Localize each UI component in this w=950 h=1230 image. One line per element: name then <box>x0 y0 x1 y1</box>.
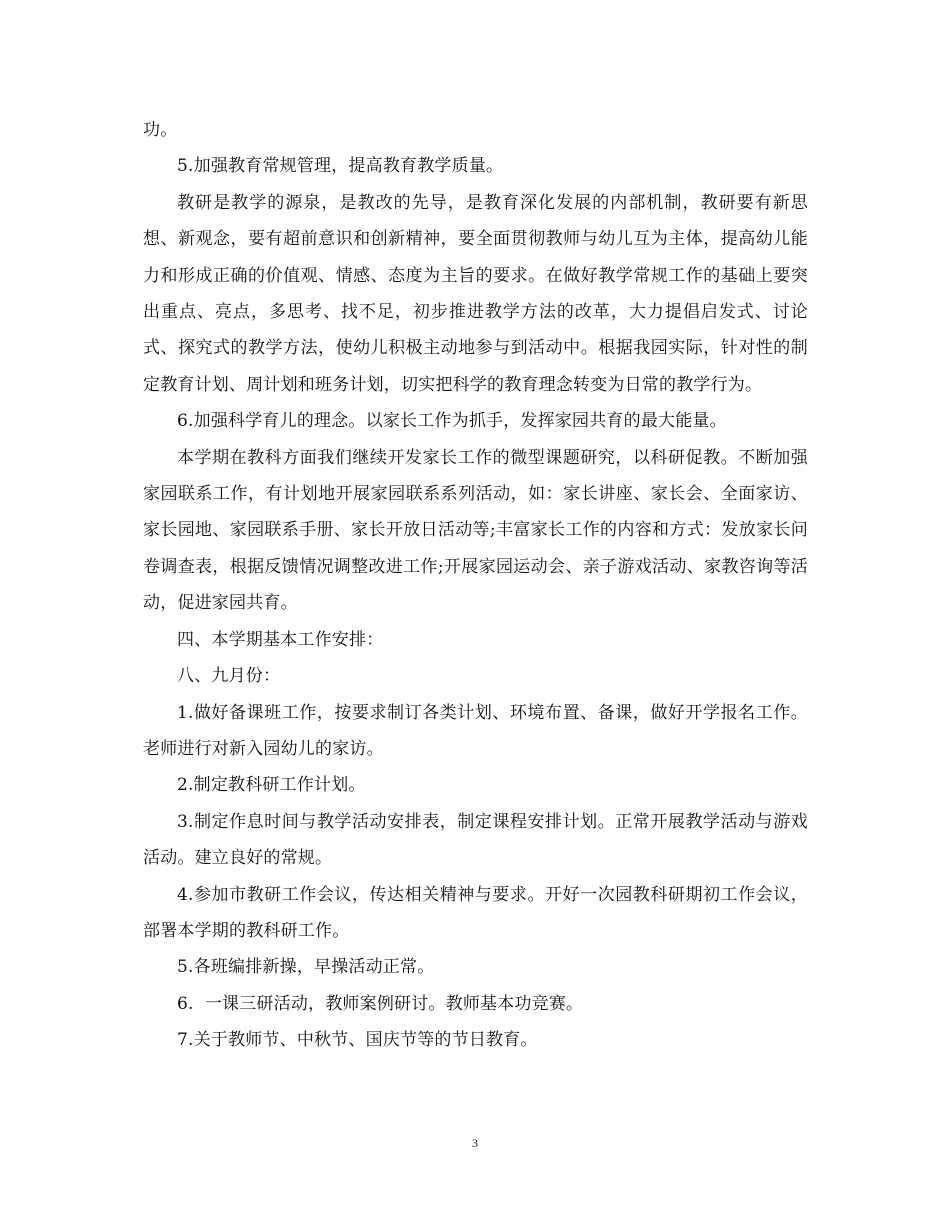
section-heading: 四、本学期基本工作安排： <box>177 629 384 650</box>
list-item: 3.制定作息时间与教学活动安排表，制定课程安排计划。正常开展教学活动与游戏活动。建立良好的常规。 <box>143 811 808 869</box>
list-item: 5.各班编排新操，早操活动正常。 <box>177 957 435 978</box>
list-item: 2.制定教科研工作计划。 <box>177 775 366 796</box>
paragraph: 本学期在教科方面我们继续开发家长工作的微型课题研究，以科研促教。不断加强家园联系工作，有计划地开展家园联系系列活动，如：家长讲座、家长会、全面家访、家长园地、家园联系手册、家长开放日活动等;丰富家长工作的内容和方式：发放家长问卷调查表，根据反馈情况调整改进工作;开展家园运动会、亲子游戏活动、家教咨询等活动，促进家园共育。 <box>143 447 808 614</box>
list-item: 6. 一课三研活动，教师案例研讨。教师基本功竞赛。 <box>177 993 584 1014</box>
subsection-heading: 八、九月份： <box>177 666 281 687</box>
page-number: 3 <box>472 1136 478 1150</box>
list-item: 4.参加市教研工作会议，传达相关精神与要求。开好一次园教科研期初工作会议，部署本学期的教科研工作。 <box>143 884 808 941</box>
list-item: 7.关于教师节、中秋节、国庆节等的节日教育。 <box>177 1030 538 1051</box>
list-item: 1.做好备课班工作，按要求制订各类计划、环境布置、备课，做好开学报名工作。老师进行对新入园幼儿的家访。 <box>143 702 808 759</box>
paragraph: 教研是教学的源泉，是教改的先导，是教育深化发展的内部机制，教研要有新思想、新观念，要有超前意识和创新精神，要全面贯彻教师与幼儿互为主体，提高幼儿能力和形成正确的价值观、情感、态度为主旨的要求。在做好教学常规工作的基础上要突出重点、亮点，多思考、找不足，初步推进教学方法的改革，大力提倡启发式、讨论式、探究式的教学方法，使幼儿积极主动地参与到活动中。根据我园实际，针对性的制定教育计划、周计划和班务计划，切实把科学的教育理念转变为日常的教学行为。 <box>143 192 808 395</box>
paragraph: 5.加强教育常规管理，提高教育教学质量。 <box>177 156 504 177</box>
paragraph: 功。 <box>143 120 178 140</box>
document-body <box>143 112 808 1059</box>
paragraph: 6.加强科学育儿的理念。以家长工作为抓手，发挥家园共育的最大能量。 <box>177 411 727 432</box>
